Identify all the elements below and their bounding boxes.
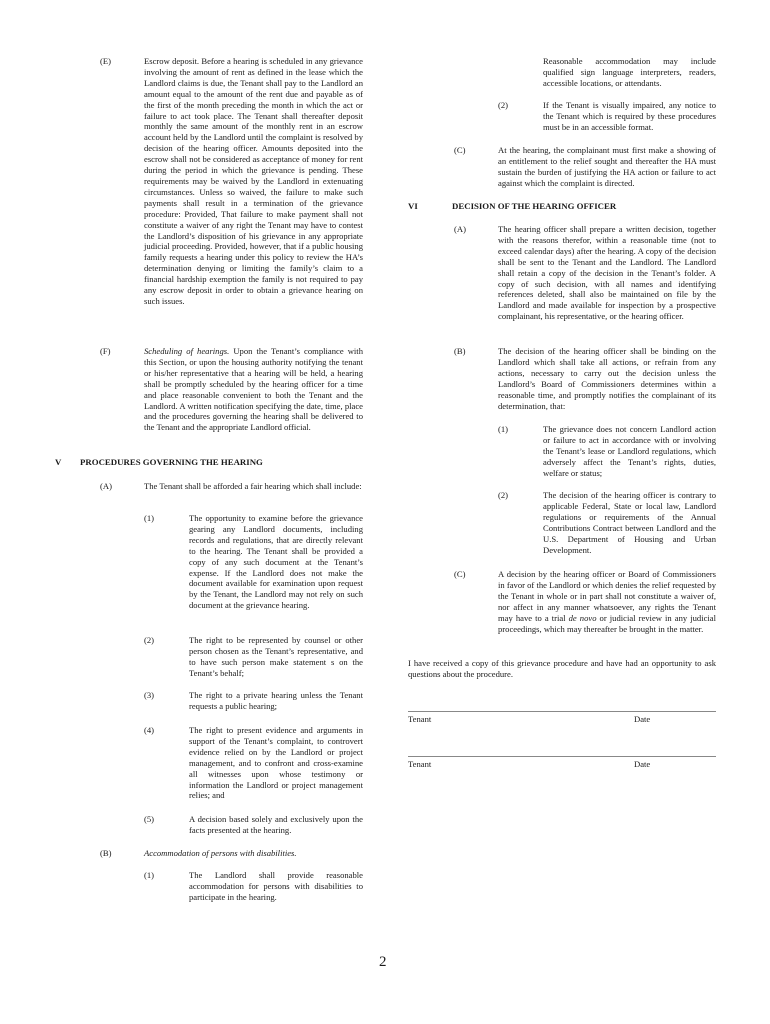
section-vi-b-text: The decision of the hearing officer shall be binding on the Landlord which shall take all actions, or refrain from any actions, necessary to carry out the decision unless the Landlord’s Board of Commissioners determines within a reasonable time, and promptly notifies the complainant of its determination, that: bbox=[498, 346, 716, 411]
section-vi-c-text-after: or judicial review in any judicial proceedings, which may thereafter be brought in the matter. bbox=[498, 612, 716, 634]
v-b-item-2-label: (2) bbox=[498, 100, 509, 110]
section-v-a-label: (A) bbox=[100, 481, 112, 491]
signature-2-date-label: Date bbox=[634, 759, 651, 769]
section-vi-b-label: (B) bbox=[454, 346, 466, 356]
section-vi-c-paragraph bbox=[498, 569, 716, 634]
v-a-item-1-text: The opportunity to examine before the grievance gearing any Landlord documents, including records and regulations, that are directly relevant to the hearing. The Tenant shall be provided a copy of any such document at the Tenant’s expense. If the Landlord does not make the document available for examination upon request by the Tenant, the Landlord may not rely on such document at the grievance hearing. bbox=[189, 513, 363, 611]
section-vi-c-text-before: A decision by the hearing officer or Board of Commissioners in favor of the Landlord or which denies the relief requested by the Tenant in whole or in part shall not constitute a waiver of, nor affect in any manner whatsoever, any rights the Tenant may have to a trial bbox=[498, 569, 716, 623]
section-vi-a-text: The hearing officer shall prepare a written decision, together with the reasons therefor, within a reasonable time (not to exceed calendar days) after the hearing. A copy of the decision shall be sent to the Tenant and the Landlord. The Landlord shall retain a copy of the decision in the Tenant’s folder. A copy of such decision, with all names and identifying references deleted, shall also be maintained on file by the Landlord and made available for inspection by a prospective complainant, his representative, or the hearing officer. bbox=[498, 224, 716, 322]
section-vi-number: VI bbox=[408, 201, 418, 211]
section-f-title: Scheduling of hearings. bbox=[144, 346, 230, 356]
section-v-b-label: (B) bbox=[100, 848, 112, 858]
v-a-item-2-label: (2) bbox=[144, 635, 155, 645]
section-v-b-title: Accommodation of persons with disabilities. bbox=[144, 848, 297, 858]
section-vi-a-label: (A) bbox=[454, 224, 466, 234]
v-a-item-1-label: (1) bbox=[144, 513, 155, 523]
signature-line-1 bbox=[408, 711, 716, 712]
v-b-item-1-continued: Reasonable accommodation may include qualified sign language interpreters, readers, accessible locations, or attendants. bbox=[543, 56, 716, 88]
signature-1-tenant-label: Tenant bbox=[408, 714, 432, 724]
signature-2-tenant-label: Tenant bbox=[408, 759, 432, 769]
v-a-item-4-label: (4) bbox=[144, 725, 155, 735]
section-vi-c-italic: de novo bbox=[568, 612, 597, 623]
section-v-title: PROCEDURES GOVERNING THE HEARING bbox=[80, 457, 263, 467]
section-f-label: (F) bbox=[100, 346, 111, 356]
v-b-item-1-text: The Landlord shall provide reasonable accommodation for persons with disabilities to participate in the hearing. bbox=[189, 870, 363, 902]
vi-b-item-1-label: (1) bbox=[498, 424, 509, 434]
v-b-item-1-label: (1) bbox=[144, 870, 155, 880]
section-vi-title: DECISION OF THE HEARING OFFICER bbox=[452, 201, 617, 211]
signature-1-date-label: Date bbox=[634, 714, 651, 724]
vi-b-item-1-text: The grievance does not concern Landlord action or failure to act in accordance with or involving the Tenant’s lease or Landlord regulations, which adversely affect the Tenant’s rights, duties, welfare or status; bbox=[543, 424, 716, 478]
signature-line-2 bbox=[408, 756, 716, 757]
v-a-item-3-text: The right to a private hearing unless the Tenant requests a public hearing; bbox=[189, 690, 363, 711]
v-a-item-2-text: The right to be represented by counsel or other person chosen as the Tenant’s representative, and to have such person make statement s on the Tenant’s behalf; bbox=[189, 635, 363, 678]
section-v-a-text: The Tenant shall be afforded a fair hearing which shall include: bbox=[144, 481, 362, 491]
v-a-item-4-text: The right to present evidence and arguments in support of the Tenant’s complaint, to controvert evidence relied on by the Landlord or project management, and to confront and cross-examine all witnesses upon whose testimony or information the Landlord or project management relies; and bbox=[189, 725, 363, 801]
section-vi-c-label: (C) bbox=[454, 569, 466, 579]
section-f-text: Upon the Tenant’s compliance with this Section, or upon the housing authority notifying the tenant or his/her representative that a hearing will be held, a hearing shall be promptly scheduled by the hearing officer for a time and place reasonable convenient to both the Tenant and the Landlord. A written notification specifying the date, time, place and the procedures governing the hearing shall be delivered to the Tenant and the appropriate Landlord official. bbox=[144, 346, 363, 433]
vi-b-item-2-label: (2) bbox=[498, 490, 509, 500]
v-a-item-5-label: (5) bbox=[144, 814, 155, 824]
section-f-paragraph bbox=[144, 346, 363, 433]
page-number: 2 bbox=[379, 954, 387, 970]
section-v-c-label: (C) bbox=[454, 145, 466, 155]
section-v-number: V bbox=[55, 457, 62, 467]
vi-b-item-2-text: The decision of the hearing officer is contrary to applicable Federal, State or local law, Landlord regulations or requirements of the Annual Contributions Contract between Landlord and the U.S. Department of Housing and Urban Development. bbox=[543, 490, 716, 555]
acknowledgement-text: I have received a copy of this grievance procedure and have had an opportunity to ask questions about the procedure. bbox=[408, 658, 716, 679]
section-e-label: (E) bbox=[100, 56, 111, 66]
section-e-text: Escrow deposit. Before a hearing is scheduled in any grievance involving the amount of rent as defined in the lease which the Landlord claims is due, the Tenant shall pay to the Landlord an amount equal to the amount of the rent due and payable as of the first of the month preceding the month in which the act or failure to act took place. The Tenant shall thereafter deposit monthly the same amount of the monthly rent in an escrow account held by the Landlord until the complaint is resolved by decision of the hearing officer. Amounts deposited into the escrow shall not be considered as acceptance of money for rent during the period in which the grievance is pending. These requirements may be waived by the Landlord in extenuating circumstances. Unless so waived, the failure to make such payments shall result in a termination of the grievance procedure: Provided, That failure to make payment shall not constitute a waiver of any right the Tenant may have to contest the Landlord’s disposition of his grievance in any appropriate judicial proceeding. Provided, however, that if a public housing family requests a hearing under this policy to review the HA’s determination denying or limiting the family’s claim to a financial hardship exemption the family is not required to pay any escrow deposit in order to obtain a grievance hearing on such issues. bbox=[144, 56, 363, 306]
section-v-c-text: At the hearing, the complainant must first make a showing of an entitlement to the relief sought and thereafter the HA must sustain the burden of justifying the HA action or failure to act against which the complaint is directed. bbox=[498, 145, 716, 188]
v-b-item-2-text: If the Tenant is visually impaired, any notice to the Tenant which is required by these procedures must be in an accessible format. bbox=[543, 100, 716, 132]
v-a-item-5-text: A decision based solely and exclusively upon the facts presented at the hearing. bbox=[189, 814, 363, 835]
v-a-item-3-label: (3) bbox=[144, 690, 155, 700]
